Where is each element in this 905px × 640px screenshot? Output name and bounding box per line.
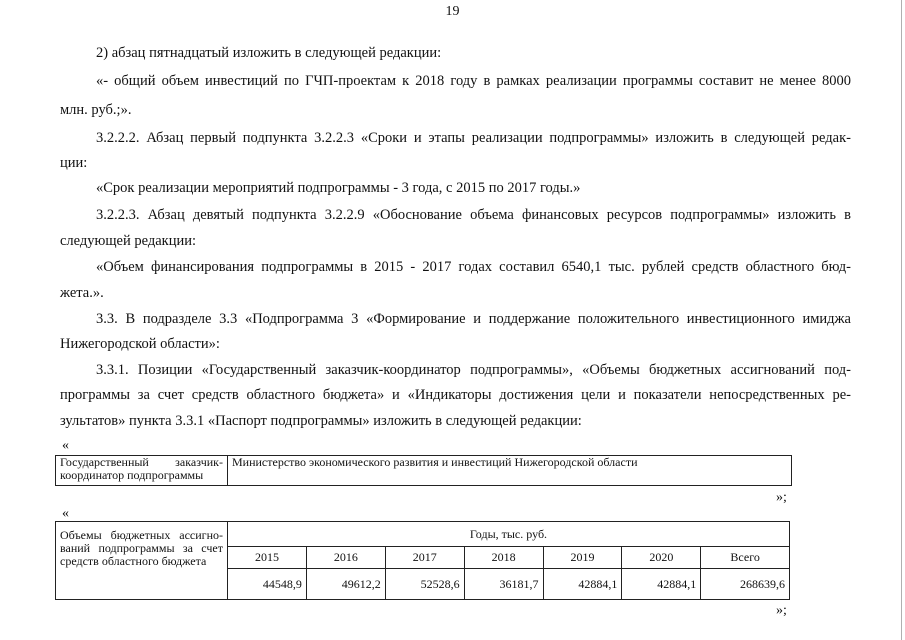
table-customer-label-line1: Государственный заказчик- [60, 455, 223, 469]
value-2017: 52528,6 [385, 569, 464, 600]
table-customer-value: Министерство экономического развития и инвестиций Нижегородской области [228, 456, 792, 486]
paragraph-8-line-3: зультатов» пункта 3.3.1 «Паспорт подпрограммы» изложить в следующей редакции: [60, 413, 582, 429]
page-number: 19 [445, 4, 460, 19]
year-2020: 2020 [622, 547, 701, 569]
close-quote-2: »; [776, 603, 787, 618]
year-total: Всего [701, 547, 790, 569]
value-2015: 44548,9 [228, 569, 307, 600]
table-customer-label-line2: координатор подпрограммы [60, 468, 204, 482]
paragraph-4: «Срок реализации мероприятий подпрограммы - 3 года, с 2015 по 2017 годы.» [96, 180, 581, 196]
paragraph-2-line-2: млн. руб.;». [60, 102, 132, 118]
paragraph-8-line-1: 3.3.1. Позиции «Государственный заказчик-координатор подпрограммы», «Объемы бюджетных ассигнований под- [96, 362, 851, 378]
table-budget-label-line1: Объемы бюджетных ассигно- [60, 528, 223, 542]
value-total: 268639,6 [701, 569, 790, 600]
paragraph-3-line-1: 3.2.2.2. Абзац первый подпункта 3.2.2.3 «Сроки и этапы реализации подпрограммы» изложить в следующей редак- [96, 130, 851, 146]
year-2017: 2017 [385, 547, 464, 569]
paragraph-6-line-2: жета.». [60, 285, 104, 301]
paragraph-5-line-1: 3.2.2.3. Абзац девятый подпункта 3.2.2.9 «Обоснование объема финансовых ресурсов подпрограммы» изложить в [96, 207, 851, 223]
year-2016: 2016 [306, 547, 385, 569]
value-2020: 42884,1 [622, 569, 701, 600]
paragraph-6-line-1: «Объем финансирования подпрограммы в 2015 - 2017 годах составил 6540,1 тыс. рублей средств областного бюд- [96, 259, 851, 275]
value-2019: 42884,1 [543, 569, 622, 600]
close-quote-1: »; [776, 490, 787, 505]
open-quote-2: « [62, 506, 69, 521]
paragraph-7-line-1: 3.3. В подразделе 3.3 «Подпрограмма 3 «Формирование и поддержание положительного инвестиционного имиджа [96, 311, 851, 327]
table-budget-header: Годы, тыс. руб. [228, 522, 790, 547]
table-budget-label-line3: средств областного бюджета [60, 554, 207, 568]
paragraph-3-line-2: ции: [60, 155, 88, 171]
value-2016: 49612,2 [306, 569, 385, 600]
value-2018: 36181,7 [464, 569, 543, 600]
paragraph-1: 2) абзац пятнадцатый изложить в следующей редакции: [96, 45, 442, 61]
table-budget-label [56, 522, 228, 600]
year-2018: 2018 [464, 547, 543, 569]
year-2019: 2019 [543, 547, 622, 569]
paragraph-7-line-2: Нижегородской области»: [60, 336, 220, 352]
page-edge [901, 0, 902, 640]
paragraph-8-line-2: программы за счет средств областного бюджета» и «Индикаторы достижения цели и показатели непосредственных ре- [60, 387, 851, 403]
table-customer [55, 455, 792, 486]
paragraph-2-line-1: «- общий объем инвестиций по ГЧП-проектам к 2018 году в рамках реализации программы составит не менее 8000 [96, 73, 851, 89]
year-2015: 2015 [228, 547, 307, 569]
table-budget [55, 521, 790, 600]
open-quote-1: « [62, 438, 69, 453]
paragraph-5-line-2: следующей редакции: [60, 233, 197, 249]
table-customer-label [56, 456, 228, 486]
table-budget-label-line2: ваний подпрограммы за счет [60, 541, 223, 555]
